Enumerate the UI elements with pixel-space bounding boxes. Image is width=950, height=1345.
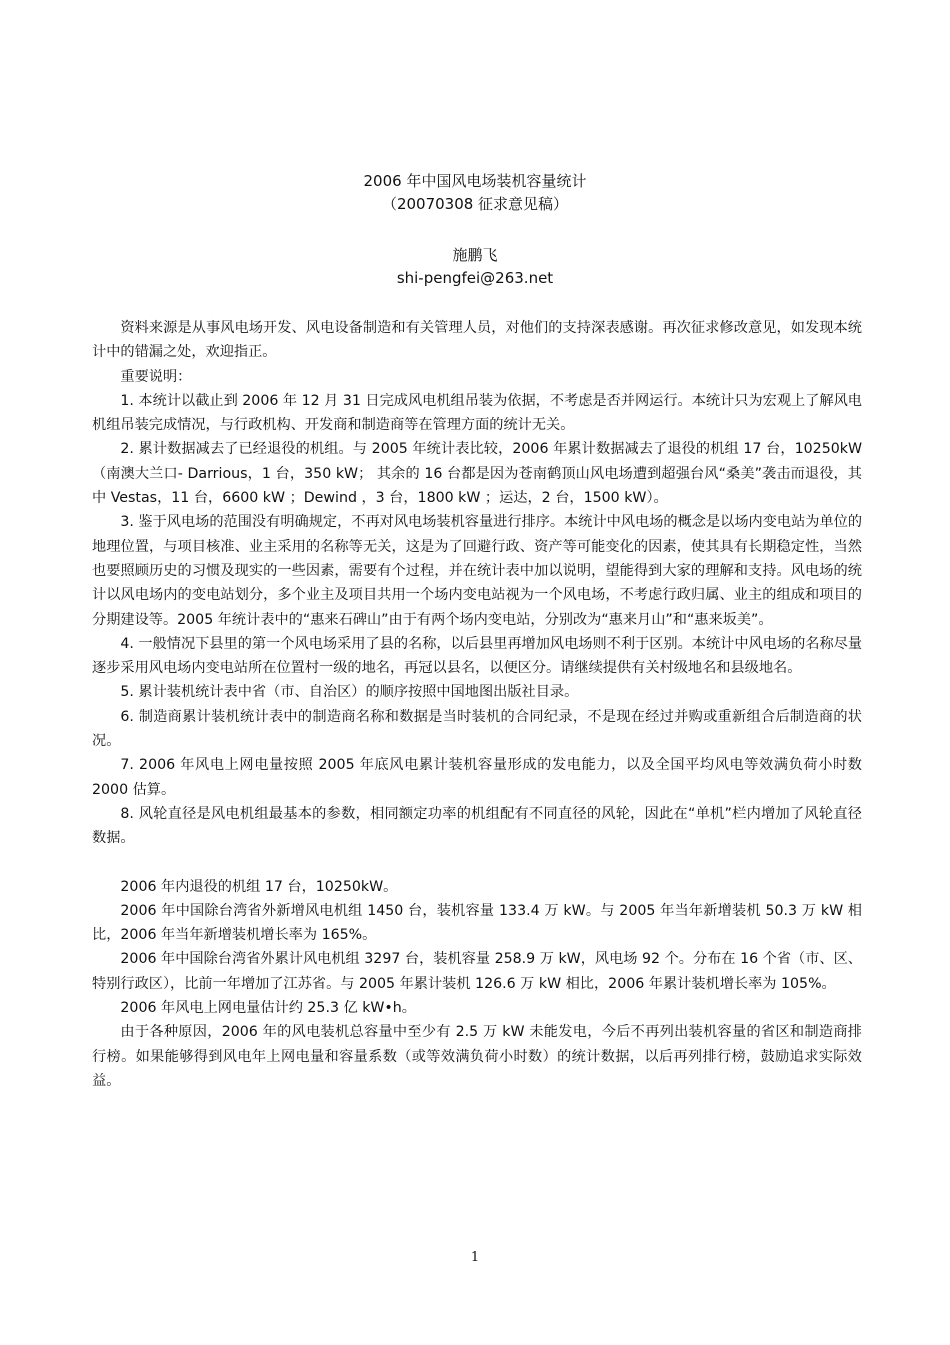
notes-heading: 重要说明： [120,368,192,385]
document-header [0,170,950,290]
note-8: 8. 风轮直径是风电机组最基本的参数，相同额定功率的机组配有不同直径的风轮，因此在“单机”栏内增加了风轮直径数据。 [92,805,862,847]
summary-generation: 2006 年风电上网电量估计约 25.3 亿 kW•h。 [120,1000,416,1017]
document-subtitle: （20070308 征求意见稿） [381,195,569,213]
document-title: 2006 年中国风电场装机容量统计 [363,172,587,190]
summary-ranking-note: 由于各种原因，2006 年的风电装机总容量中至少有 2.5 万 kW 未能发电，今后不再列出装机容量的省区和制造商排行榜。如果能够得到风电年上网电量和容量系数（或等效满负荷小时数）的统计数据，以后再列排行榜，鼓励追求实际效益。 [92,1024,862,1089]
summary-cumulative: 2006 年中国除台湾省外累计风电机组 3297 台，装机容量 258.9 万 kW，风电场 92 个。分布在 16 个省（市、区、特别行政区），比前一年增加了江苏省。与 2005 年累计装机 126.6 万 kW 相比，2006 年累计装机增长率为 105%。 [92,951,862,992]
note-5: 5. 累计装机统计表中省（市、自治区）的顺序按照中国地图出版社目录。 [120,684,579,701]
summary-new-installations: 2006 年中国除台湾省外新增风电机组 1450 台，装机容量 133.4 万 kW。与 2005 年当年新增装机 50.3 万 kW 相比，2006 年当年新增装机增长率为 165%。 [92,902,862,944]
summary-retired: 2006 年内退役的机组 17 台，10250kW。 [120,878,398,895]
note-1: 1. 本统计以截止到 2006 年 12 月 31 日完成风电机组吊装为依据，不考虑是否并网运行。本统计只为宏观上了解风电机组吊装完成情况，与行政机构、开发商和制造商等在管理方面的统计无关。 [92,392,862,434]
author-email[interactable]: shi-pengfei@263.net [396,269,554,287]
intro-paragraph: 资料来源是从事风电场开发、风电设备制造和有关管理人员，对他们的支持深表感谢。再次征求修改意见，如发现本统计中的错漏之处，欢迎指正。 [92,320,862,361]
note-6: 6. 制造商累计装机统计表中的制造商名称和数据是当时装机的合同纪录，不是现在经过并购或重新组合后制造商的状况。 [92,708,862,750]
author-name: 施鹏飞 [452,246,498,264]
paragraph-gap [92,851,862,875]
document-body [92,316,862,1093]
note-3: 3. 鉴于风电场的范围没有明确规定，不再对风电场装机容量进行排序。本统计中风电场的概念是以场内变电站为单位的地理位置，与项目核准、业主采用的名称等无关，这是为了回避行政、资产等可能变化的因素，使其具有长期稳定性，当然也要照顾历史的习惯及现实的一些因素，需要有个过程，并在统计表中加以说明，望能得到大家的理解和支持。风电场的统计以风电场内的变电站划分，多个业主及项目共用一个场内变电站视为一个风电场，不考虑行政归属、业主的组成和项目的分期建设等。2005 年统计表中的“惠来石碑山”由于有两个场内变电站，分别改为“惠来月山”和“惠来坂美”。 [92,514,863,628]
note-7: 7. 2006 年风电上网电量按照 2005 年底风电累计装机容量形成的发电能力，以及全国平均风电等效满负荷小时数 2000 估算。 [92,757,862,798]
note-4: 4. 一般情况下县里的第一个风电场采用了县的名称，以后县里再增加风电场则不利于区别。本统计中风电场的名称尽量逐步采用风电场内变电站所在位置村一级的地名，再冠以县名，以便区分。请继续提供有关村级地名和县级地名。 [92,635,863,677]
note-2: 2. 累计数据减去了已经退役的机组。与 2005 年统计表比较，2006 年累计数据减去了退役的机组 17 台，10250kW（南澳大兰口- Darrious，1 台，350 kW； 其余的 16 台都是因为苍南鹤顶山风电场遭到超强台风“桑美”袭击而退役，其中 Vestas，11 台，6600 kW ；Dewind ，3 台，1800 kW ；运达，2 台，1500 kW）。 [92,441,862,507]
page-number: 1 [470,1250,480,1265]
